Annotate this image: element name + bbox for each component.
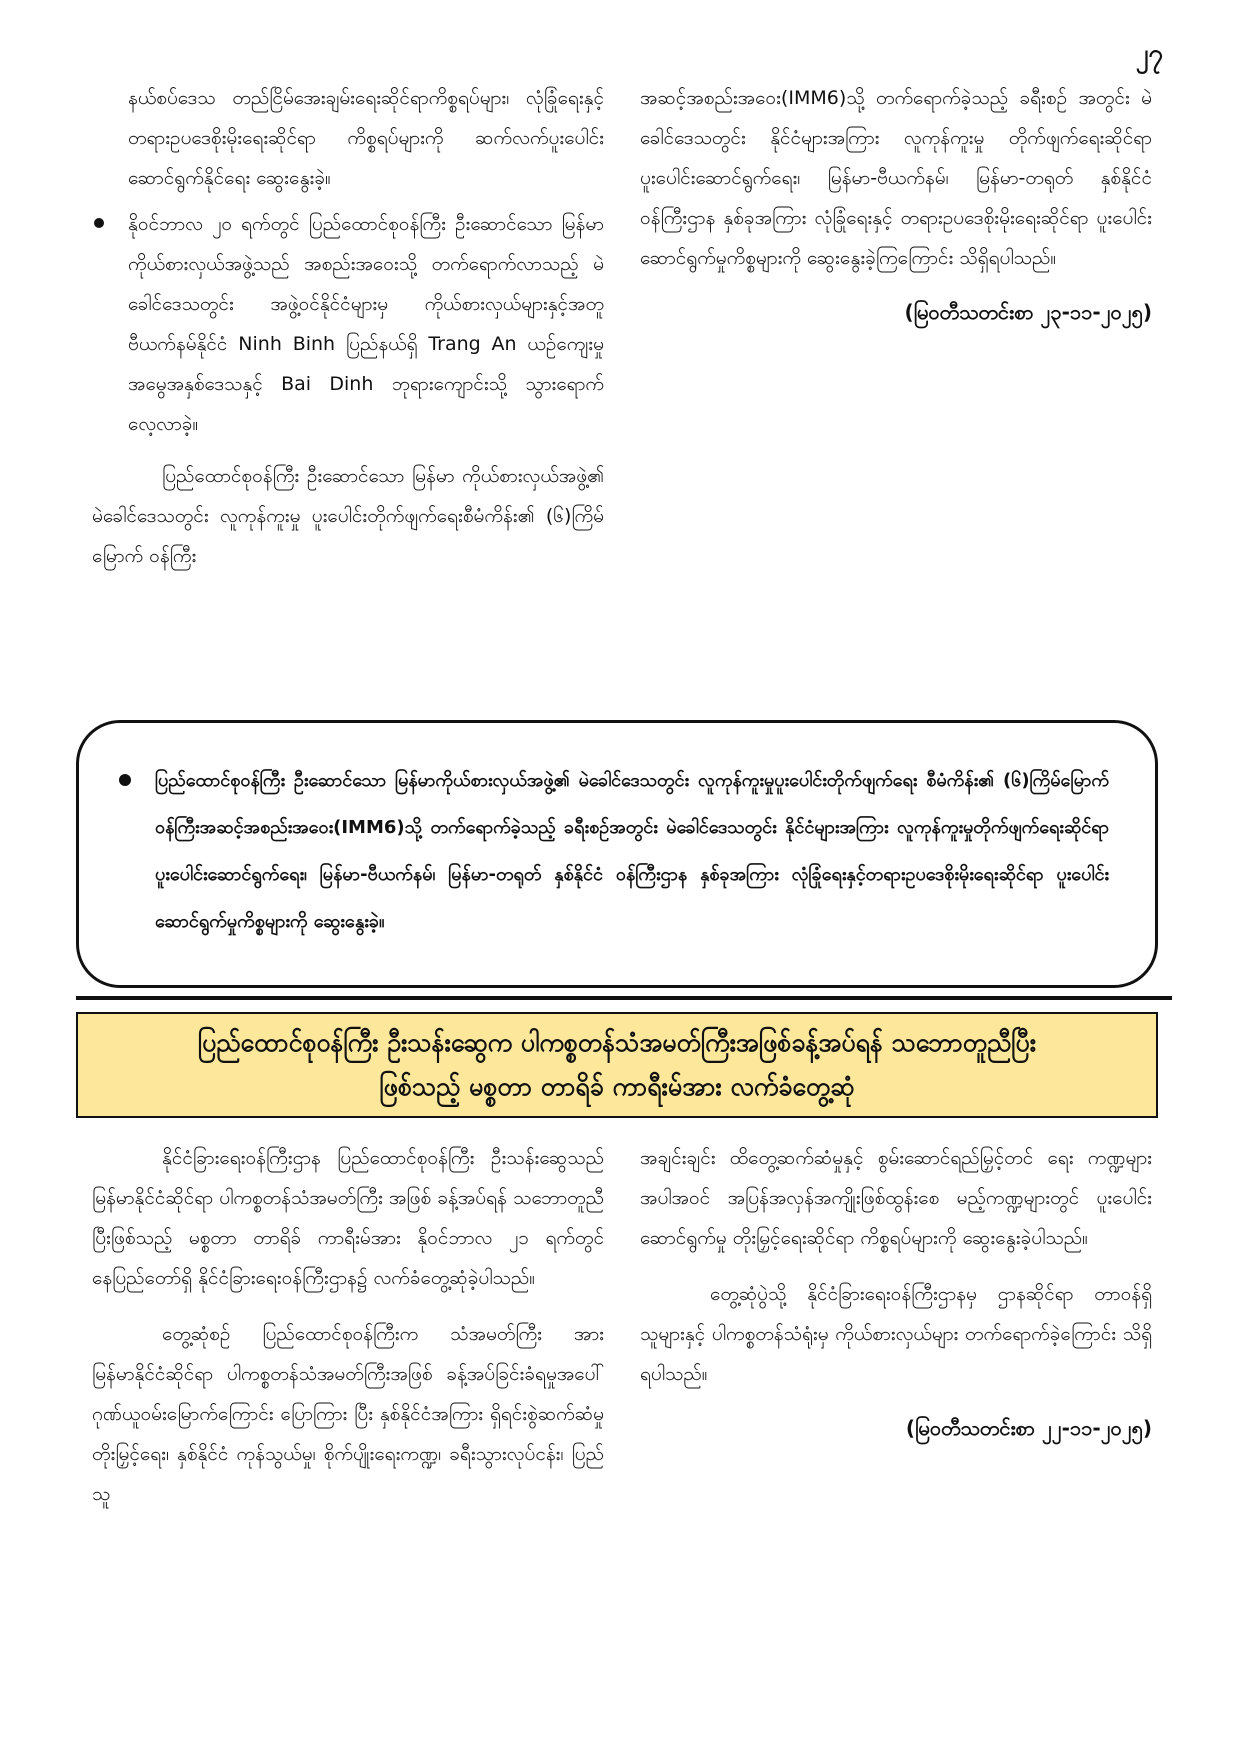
summary-item xyxy=(155,757,1109,945)
headline-line-2: ဖြစ်သည့် မစ္စတာ တာရိခ် ကာရီးမ်အား လက်ခံတွေ့ဆုံ xyxy=(379,1072,855,1101)
top-right-column xyxy=(640,78,1152,332)
continued-paragraph: နယ်စပ်ဒေသ တည်ငြိမ်အေးချမ်းရေးဆိုင်ရာကိစ္စရပ်များ၊ လုံခြုံရေးနှင့်တရားဥပဒေစိုးမိုးရေးဆိုင်ရာ ကိစ္စရပ်များကို ဆက်လက်ပူးပေါင်းဆောင်ရွက်နိုင်ရေး ဆွေးနွေးခဲ့။ xyxy=(128,87,604,189)
body-paragraph: တွေ့ဆုံစဉ် ပြည်ထောင်စုဝန်ကြီးက သံအမတ်ကြီး အား မြန်မာနိုင်ငံဆိုင်ရာ ပါကစ္စတန်သံအမတ်ကြီးအဖြစ် ခန့်အပ်ခြင်းခံရမှုအပေါ် ဂုဏ်ယူဝမ်းမြောက်ကြောင်း ပြောကြား ပြီး နှစ်နိုင်ငံအကြား ရှိရင်းစွဲဆက်ဆံမှုတိုးမြှင့်ရေး၊ နှစ်နိုင်ငံ ကုန်သွယ်မှု၊ စိုက်ပျိုးရေးကဏ္ဍ၊ ခရီးသွားလုပ်ငန်း၊ ပြည်သူ xyxy=(92,1323,604,1505)
summary-text: ပြည်ထောင်စုဝန်ကြီး ဦးဆောင်သော မြန်မာကိုယ်စားလှယ်အဖွဲ့၏ မဲခေါင်ဒေသတွင်း လူကုန်ကူးမှုပူးပေါင်းတိုက်ဖျက်ရေး စီမံကိန်း၏ (၆)ကြိမ်မြောက်ဝန်ကြီးအဆင့်အစည်းအဝေး(IMM6)သို့ တက်ရောက်ခဲ့သည့် ခရီးစဉ်အတွင်း မဲခေါင်ဒေသတွင်း နိုင်ငံများအကြား လူကုန်ကူးမှုတိုက်ဖျက်ရေးဆိုင်ရာ ပူးပေါင်းဆောင်ရွက်ရေး၊ မြန်မာ-ဗီယက်နမ်၊ မြန်မာ-တရုတ် နှစ်နိုင်ငံ ဝန်ကြီးဌာန နှစ်ခုအကြား လုံခြုံရေးနှင့်တရားဥပဒေစိုးမိုးရေးဆိုင်ရာ ပူးပေါင်းဆောင်ရွက်မှုကိစ္စများကို ဆွေးနွေးခဲ့။ xyxy=(155,770,1109,932)
body-paragraph: ပြည်ထောင်စုဝန်ကြီး ဦးဆောင်သော မြန်မာ ကိုယ်စားလှယ်အဖွဲ့၏ မဲခေါင်ဒေသတွင်း လူကုန်ကူးမှု ပူးပေါင်းတိုက်ဖျက်ရေးစီမံကိန်း၏ (၆)ကြိမ်မြောက် ဝန်ကြီး xyxy=(92,465,604,567)
body-paragraph: နိုင်ငံခြားရေးဝန်ကြီးဌာန ပြည်ထောင်စုဝန်ကြီး ဦးသန်းဆွေသည် မြန်မာနိုင်ငံဆိုင်ရာ ပါကစ္စတန်သံအမတ်ကြီး အဖြစ် ခန့်အပ်ရန် သဘောတူညီပြီးဖြစ်သည့် မစ္စတာ တာရိခ် ကာရီးမ်အား နိုဝင်ဘာလ ၂၁ ရက်တွင် နေပြည်တော်ရှိ နိုင်ငံခြားရေးဝန်ကြီးဌာန၌ လက်ခံတွေ့ဆုံခဲ့ပါသည်။ xyxy=(92,1147,604,1289)
headline-line-1: ပြည်ထောင်စုဝန်ကြီး ဦးသန်းဆွေက ပါကစ္စတန်သံအမတ်ကြီးအဖြစ်ခန့်အပ်ရန် သဘောတူညီပြီး xyxy=(197,1028,1037,1057)
bottom-right-column xyxy=(640,1138,1152,1448)
section-divider xyxy=(76,996,1172,1000)
news-source: (မြဝတီသတင်းစာ ၂၃-၁၁-၂၀၂၅) xyxy=(904,300,1152,324)
body-paragraph: အချင်းချင်း ထိတွေ့ဆက်ဆံမှုနှင့် စွမ်းဆောင်ရည်မြှင့်တင် ရေး ကဏ္ဍများအပါအဝင် အပြန်အလှန်အကျိုးဖြစ်ထွန်းစေ မည့်ကဏ္ဍများတွင် ပူးပေါင်းဆောင်ရွက်မှု တိုးမြှင့်ရေးဆိုင်ရာ ကိစ္စရပ်များကို ဆွေးနွေးခဲ့ပါသည်။ xyxy=(640,1147,1152,1249)
body-paragraph: တွေ့ဆုံပွဲသို့ နိုင်ငံခြားရေးဝန်ကြီးဌာနမှ ဌာနဆိုင်ရာ တာဝန်ရှိသူများနှင့် ပါကစ္စတန်သံရုံးမှ ကိုယ်စားလှယ်များ တက်ရောက်ခဲ့ကြောင်း သိရှိရပါသည်။ xyxy=(640,1283,1152,1385)
body-paragraph: အဆင့်အစည်းအဝေး(IMM6)သို့ တက်ရောက်ခဲ့သည့် ခရီးစဉ် အတွင်း မဲခေါင်ဒေသတွင်း နိုင်ငံများအကြား လူကုန်ကူးမှု တိုက်ဖျက်ရေးဆိုင်ရာ ပူးပေါင်းဆောင်ရွက်ရေး၊ မြန်မာ-ဗီယက်နမ်၊ မြန်မာ-တရုတ် နှစ်နိုင်ငံဝန်ကြီးဌာန နှစ်ခုအကြား လုံခြုံရေးနှင့် တရားဥပဒေစိုးမိုးရေးဆိုင်ရာ ပူးပေါင်းဆောင်ရွက်မှုကိစ္စများကို ဆွေးနွေးခဲ့ကြကြောင်း သိရှိရပါသည်။ xyxy=(640,87,1152,269)
news-source: (မြဝတီသတင်းစာ ၂၂-၁၁-၂၀၂၅) xyxy=(905,1416,1152,1440)
top-left-column xyxy=(92,78,604,576)
bullet-text: နိုဝင်ဘာလ ၂၀ ရက်တွင် ပြည်ထောင်စုဝန်ကြီး ဦးဆောင်သော မြန်မာကိုယ်စားလှယ်အဖွဲ့သည် အစည်းအဝေးသို့ တက်ရောက်လာသည့် မဲခေါင်ဒေသတွင်း အဖွဲ့ဝင်နိုင်ငံများမှ ကိုယ်စားလှယ်များနှင့်အတူ ဗီယက်နမ်နိုင်ငံ Ninh Binh ပြည်နယ်ရှိ Trang An ယဉ်ကျေးမှု အမွေအနှစ်ဒေသနှင့် Bai Dinh ဘုရားကျောင်းသို့ သွားရောက်လေ့လာခဲ့။ xyxy=(128,213,604,435)
bullet-item xyxy=(92,204,604,444)
page-number: ၂၇ xyxy=(1135,39,1163,69)
article-headline xyxy=(76,1012,1158,1118)
summary-box xyxy=(76,720,1158,988)
bottom-left-column xyxy=(92,1138,604,1514)
bullet-dot-icon xyxy=(119,774,131,786)
bullet-dot-icon xyxy=(94,218,104,228)
